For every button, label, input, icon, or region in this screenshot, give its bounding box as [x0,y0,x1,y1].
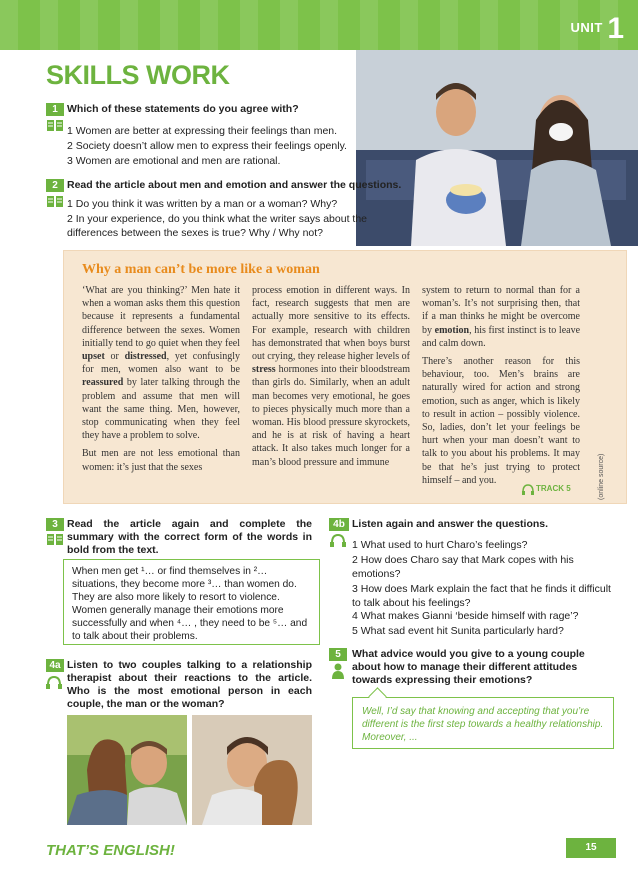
exercise-1-question: Which of these statements do you agree with? [67,103,299,115]
page-title: SKILLS WORK [46,60,230,90]
exercise-5-badge: 5 [329,648,347,661]
exercise-4b-item: 2 How does Charo say that Mark copes with his emotions? [352,554,574,580]
exercise-4b-badge: 4b [329,518,349,531]
thats-english-logo: THAT’S ENGLISH! [46,842,175,859]
track-label: TRACK 5 [536,484,571,493]
reading-icon [47,533,63,547]
unit-label: $^{UNIT}$ 1 [570,12,624,45]
headphones-icon [46,675,62,694]
speaking-person-icon [332,663,344,684]
article-column-1: ‘What are you thinking?’ Men hate it when a woman asks them this question because it represents a fundamental difference between the sexes. Women initially tend to go quiet when they feel upset or distressed, yet confusingly for men, women also want to be reassured by later talking through the problem and assume that men will want the same thing. Men, however, stop communicating when they feel they have a problem to solve. But men are not less emotional than women: it’s just that the sexes [82,285,240,473]
reading-icon [47,119,63,133]
couple-photo-2 [192,715,312,825]
exercise-4b-question: Listen again and answer the questions. [352,518,549,530]
exercise-1-item: 3 Women are emotional and men are rational. [67,155,281,167]
exercise-4b-item: 3 How does Mark explain the fact that he finds it difficult to talk about his feelings? [352,583,611,609]
exercise-1-item: 2 Society doesn’t allow men to express their feelings openly. [67,140,347,152]
article-title: Why a man can’t be more like a woman [82,262,320,277]
exercise-1-item: 1 Women are better at expressing their feelings than men. [67,125,338,137]
reading-icon [47,195,63,209]
exercise-5-question: What advice would you give to a young couple about how to manage their different attitudes towards expressing their emotions? [352,648,585,686]
headphones-icon [522,482,534,500]
header-band [0,0,638,50]
exercise-2-badge: 2 [46,179,64,192]
sample-answer-box [352,697,614,749]
exercise-4a-badge: 4a [46,659,64,672]
exercise-3-badge: 3 [46,518,64,531]
couple-photo-1 [67,715,187,825]
page-number: 15 [566,838,616,858]
exercise-2-item: 1 Do you think it was written by a man or a woman? Why? [67,198,338,210]
headphones-icon [330,533,346,552]
sample-answer-text: Well, I’d say that knowing and accepting that you’re different is the first step towards a healthy relationship. Moreover, ... [362,706,604,743]
article-column-3: system to return to normal than for a woman’s. It’s not surprising then, that if a man thinks he might be overcome by emotion, his first instinct is to leave and calm down. There’s another reason for this behaviour, too. Men’s brains are naturally wired for action and strong emotion, such as anger, which is likely to result in action – possibly violence. So, ladies, don’t let your feelings be hurt when your man doesn’t want to talk to you about his problems. It may be that he’s just trying to protect himself – and you. [422,285,581,486]
source-note: (online source) [598,453,605,500]
article-column-2: process emotion in different ways. In fact, research suggests that men are actually more sensitive to its effects. For example, research with children has demonstrated that when boys burst out crying, they release higher levels of stress hormones into their bloodstream than girls do. Similarly, when an adult man becomes very emotional, he goes to pieces physically much more than a woman. His blood pressure skyrockets, and he is at risk of having a heart attack. It also takes much longer for a man’s blood pressure and immune [252,285,410,468]
exercise-4b-item: 1 What used to hurt Charo’s feelings? [352,539,528,551]
exercise-4b-item: 5 What sad event hit Sunita particularly hard? [352,625,564,637]
exercise-2-question: Read the article about men and emotion and answer the questions. [67,179,402,191]
exercise-4a-question: Listen to two couples talking to a relationship therapist about their reactions to the article. Who is the most emotional person in each couple, the man or the woman? [67,659,312,710]
exercise-1-badge: 1 [46,103,64,116]
summary-text: When men get ¹… or find themselves in ²… situations, they become more ³… than women do. They are also more likely to resort to violence. Women generally manage their emotions more successfully and when ⁴… , they need to be ⁵… and to talk about their problems. [72,566,308,642]
exercise-3-question: Read the article again and complete the summary with the correct form of the words in bold from the text. [67,518,312,556]
summary-box [63,559,320,645]
exercise-2-item: 2 In your experience, do you think what the writer says about the differences between the sexes is true? Why / Why not? [67,213,368,239]
exercise-4b-item: 4 What makes Gianni ‘beside himself with rage’? [352,610,579,622]
